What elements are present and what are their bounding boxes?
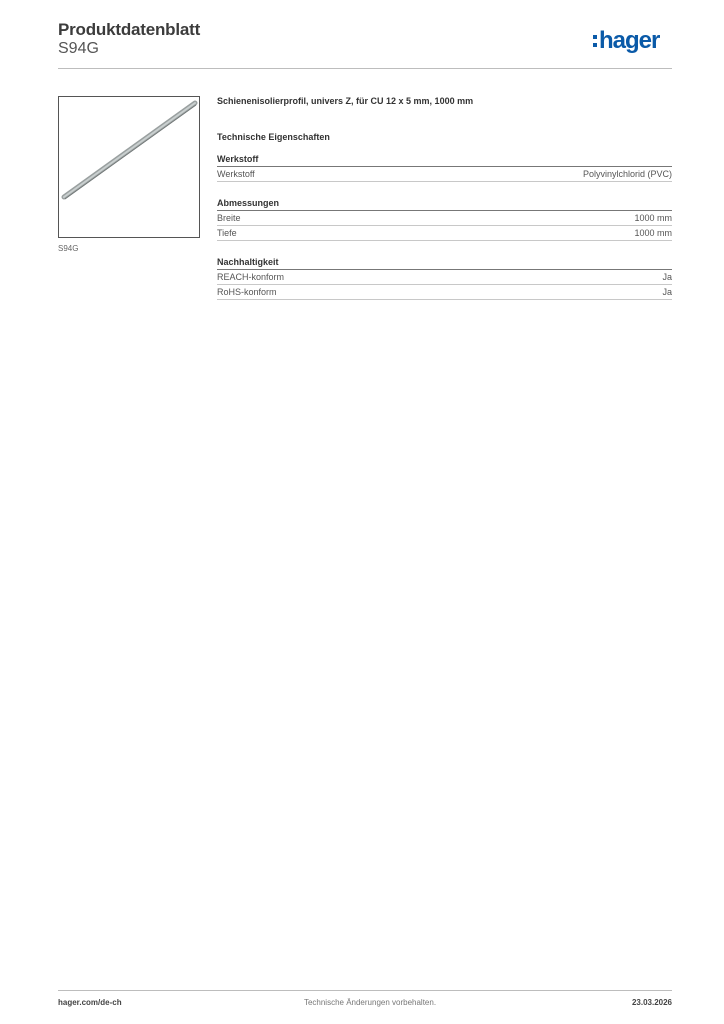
spec-row [217, 226, 672, 241]
spec-row [217, 285, 672, 300]
page-header [58, 20, 672, 68]
product-description: Schienenisolierprofil, univers Z, für CU 12 x 5 mm, 1000 mm [217, 96, 474, 106]
profile-rail-illustration [59, 97, 199, 237]
footer-divider [58, 990, 672, 991]
document-subtitle: S94G [58, 40, 99, 57]
spec-row [217, 270, 672, 285]
spec-group-nachhaltigkeit [217, 257, 672, 300]
spec-value: 1000 mm [634, 228, 672, 238]
header-divider [58, 68, 672, 69]
spec-group-werkstoff [217, 154, 672, 182]
hager-logo [592, 26, 672, 56]
spec-label: RoHS-konform [217, 287, 277, 297]
spec-label: REACH-konform [217, 272, 285, 282]
document-title: Produktdatenblatt [58, 20, 201, 39]
spec-label: Werkstoff [217, 169, 255, 179]
spec-row [217, 167, 672, 182]
logo-text: hager [599, 27, 660, 54]
footer-website: hager.com/de-ch [58, 998, 122, 1007]
spec-group-title: Nachhaltigkeit [217, 257, 672, 270]
spec-value: Polyvinylchlorid (PVC) [582, 169, 672, 179]
spec-group-abmessungen [217, 198, 672, 241]
footer-date: 23.03.2026 [631, 998, 672, 1007]
specs-heading: Technische Eigenschaften [217, 132, 330, 142]
spec-value: Ja [662, 272, 672, 282]
spec-label: Tiefe [217, 228, 237, 238]
spec-value: 1000 mm [634, 213, 672, 223]
product-image [58, 96, 200, 238]
spec-value: Ja [662, 287, 672, 297]
spec-row [217, 211, 672, 226]
footer-notice: Technische Änderungen vorbehalten. [303, 998, 437, 1007]
product-details [217, 96, 672, 300]
spec-label: Breite [217, 213, 241, 223]
spec-group-title: Abmessungen [217, 198, 672, 211]
spec-group-title: Werkstoff [217, 154, 672, 167]
image-caption: S94G [58, 244, 79, 253]
